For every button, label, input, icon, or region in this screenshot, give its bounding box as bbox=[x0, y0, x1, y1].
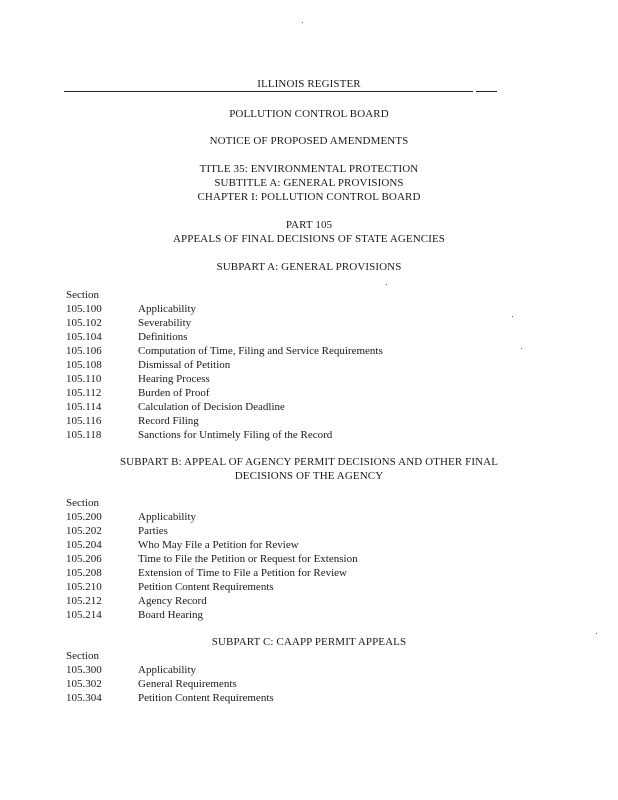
section-number: 105.104 bbox=[66, 331, 102, 343]
section-title: Burden of Proof bbox=[138, 387, 210, 399]
section-title: Extension of Time to File a Petition for Review bbox=[138, 567, 347, 579]
section-title: Applicability bbox=[138, 303, 197, 315]
section-number: 105.204 bbox=[66, 539, 102, 551]
section-title: Petition Content Requirements bbox=[138, 692, 274, 704]
section-title: Who May File a Petition for Review bbox=[138, 539, 299, 551]
toc-row bbox=[66, 330, 546, 344]
part-title: APPEALS OF FINAL DECISIONS OF STATE AGENCIES bbox=[172, 233, 446, 245]
section-title: Applicability bbox=[138, 664, 197, 676]
page-number-rule bbox=[476, 91, 497, 92]
subpart-a-heading: SUBPART A: GENERAL PROVISIONS bbox=[216, 261, 402, 273]
toc-row bbox=[66, 400, 546, 414]
section-number: 105.202 bbox=[66, 525, 102, 537]
toc-row bbox=[66, 386, 546, 400]
section-number: 105.208 bbox=[66, 567, 102, 579]
toc-row bbox=[66, 663, 546, 677]
section-title: Calculation of Decision Deadline bbox=[138, 401, 285, 413]
section-number: 105.212 bbox=[66, 595, 102, 607]
scan-speck bbox=[386, 284, 387, 285]
section-title: Petition Content Requirements bbox=[138, 581, 274, 593]
part-number: PART 105 bbox=[285, 219, 333, 231]
toc-row bbox=[66, 510, 546, 524]
toc-row bbox=[66, 302, 546, 316]
section-number: 105.200 bbox=[66, 511, 102, 523]
scan-speck bbox=[512, 316, 513, 317]
section-number: 105.110 bbox=[66, 373, 102, 385]
scan-speck bbox=[521, 348, 522, 349]
subpart-b-heading-line2: DECISIONS OF THE AGENCY bbox=[234, 470, 384, 482]
toc-row bbox=[66, 580, 546, 594]
section-title: Board Hearing bbox=[138, 609, 204, 621]
section-number: 105.112 bbox=[66, 387, 102, 399]
toc-row bbox=[66, 344, 546, 358]
section-title: Applicability bbox=[138, 511, 197, 523]
section-number: 105.206 bbox=[66, 553, 102, 565]
section-title: Computation of Time, Filing and Service Requirements bbox=[138, 345, 383, 357]
register-header: ILLINOIS REGISTER bbox=[257, 78, 361, 90]
toc-row bbox=[66, 608, 546, 622]
section-label: Section bbox=[66, 289, 99, 301]
section-title: Definitions bbox=[138, 331, 188, 343]
section-number: 105.210 bbox=[66, 581, 102, 593]
section-number: 105.106 bbox=[66, 345, 102, 357]
chapter-heading: CHAPTER I: POLLUTION CONTROL BOARD bbox=[197, 191, 421, 203]
toc-row bbox=[66, 372, 546, 386]
section-title: Record Filing bbox=[138, 415, 199, 427]
section-number: 105.116 bbox=[66, 415, 102, 427]
toc-row bbox=[66, 552, 546, 566]
subtitle-heading: SUBTITLE A: GENERAL PROVISIONS bbox=[214, 177, 404, 189]
section-number: 105.302 bbox=[66, 678, 102, 690]
section-title: Parties bbox=[138, 525, 168, 537]
section-title: Time to File the Petition or Request for Extension bbox=[138, 553, 358, 565]
section-number: 105.214 bbox=[66, 609, 102, 621]
section-title: General Requirements bbox=[138, 678, 237, 690]
section-number: 105.114 bbox=[66, 401, 102, 413]
section-title: Hearing Process bbox=[138, 373, 210, 385]
subpart-c-section-list bbox=[66, 663, 546, 705]
section-number: 105.300 bbox=[66, 664, 102, 676]
header-rule bbox=[64, 91, 473, 92]
toc-row bbox=[66, 691, 546, 705]
section-number: 105.108 bbox=[66, 359, 102, 371]
toc-row bbox=[66, 428, 546, 442]
title-heading: TITLE 35: ENVIRONMENTAL PROTECTION bbox=[199, 163, 419, 175]
subpart-b-section-list bbox=[66, 510, 546, 622]
section-title: Dismissal of Petition bbox=[138, 359, 231, 371]
section-title: Agency Record bbox=[138, 595, 207, 607]
subpart-a-section-list bbox=[66, 302, 546, 442]
toc-row bbox=[66, 566, 546, 580]
toc-row bbox=[66, 524, 546, 538]
section-title: Severability bbox=[138, 317, 192, 329]
agency-name: POLLUTION CONTROL BOARD bbox=[229, 108, 389, 120]
scan-speck bbox=[302, 22, 303, 23]
toc-row bbox=[66, 358, 546, 372]
section-title: Sanctions for Untimely Filing of the Record bbox=[138, 429, 333, 441]
toc-row bbox=[66, 414, 546, 428]
toc-row bbox=[66, 677, 546, 691]
scan-speck bbox=[596, 633, 597, 634]
section-number: 105.118 bbox=[66, 429, 102, 441]
subpart-c-heading: SUBPART C: CAAPP PERMIT APPEALS bbox=[211, 636, 407, 648]
section-label: Section bbox=[66, 497, 99, 509]
section-label: Section bbox=[66, 650, 99, 662]
subpart-b-heading-line1: SUBPART B: APPEAL OF AGENCY PERMIT DECISIONS AND OTHER FINAL bbox=[119, 456, 499, 468]
section-number: 105.100 bbox=[66, 303, 102, 315]
toc-row bbox=[66, 594, 546, 608]
section-number: 105.102 bbox=[66, 317, 102, 329]
notice-title: NOTICE OF PROPOSED AMENDMENTS bbox=[209, 135, 409, 147]
section-number: 105.304 bbox=[66, 692, 102, 704]
toc-row bbox=[66, 316, 546, 330]
toc-row bbox=[66, 538, 546, 552]
